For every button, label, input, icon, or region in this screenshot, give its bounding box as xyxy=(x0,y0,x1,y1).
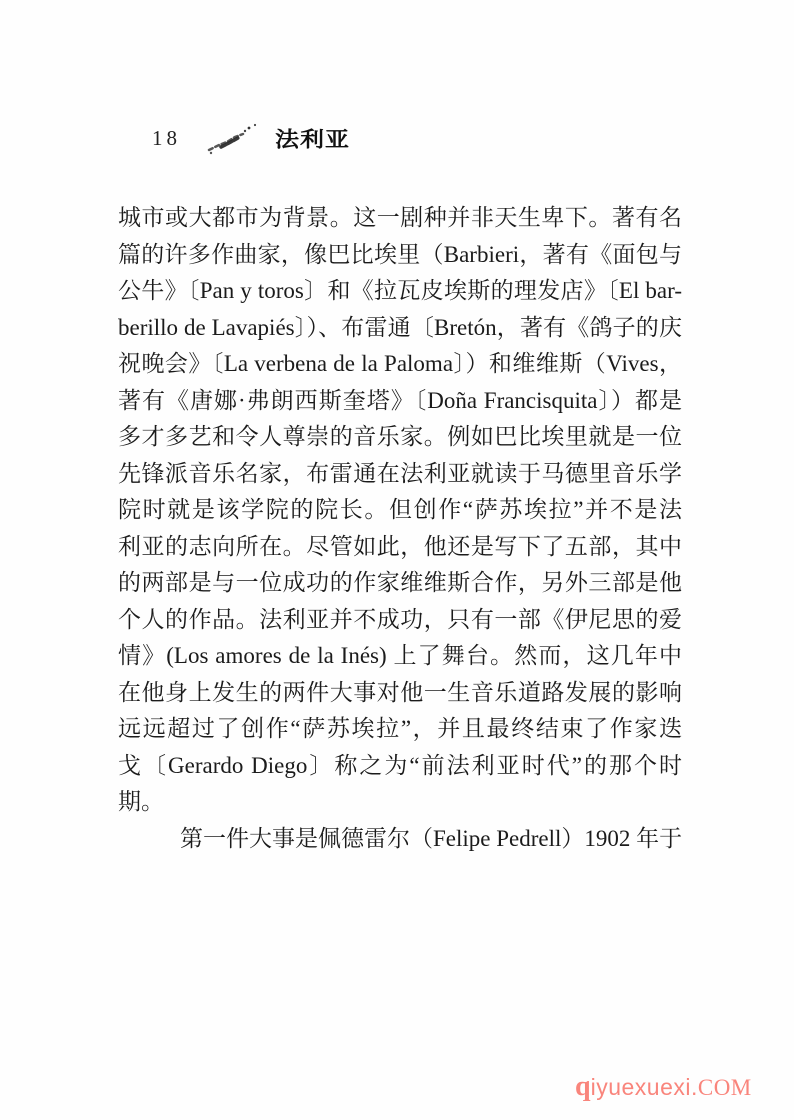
watermark-middle: iyuexuexi. xyxy=(590,1074,698,1100)
body-line: 院时就是该学院的院长。但创作“萨苏埃拉”并不是法 xyxy=(118,497,682,522)
body-line: 篇的许多作曲家，像巴比埃里（Barbieri，著有《面包与 xyxy=(118,241,682,267)
body-line: 情》(Los amores de la Inés) 上了舞台。然而，这几年中 xyxy=(118,643,682,668)
body-line: 的两部是与一位成功的作家维维斯合作，另外三部是他 xyxy=(118,570,682,595)
body-line: 先锋派音乐名家，布雷通在法利亚就读于马德里音乐学 xyxy=(118,460,682,486)
body-line: 著有《唐娜·弗朗西斯奎塔》〔Doña Francisquita〕）都是 xyxy=(118,387,682,413)
body-line: 戈〔Gerardo Diego〕称之为“前法利亚时代”的那个时 xyxy=(118,752,682,778)
watermark xyxy=(575,1071,752,1102)
body-line: 城市或大都市为背景。这一剧种并非天生卑下。著有名 xyxy=(118,205,682,230)
body-line: 多才多艺和令人尊崇的音乐家。例如巴比埃里就是一位 xyxy=(118,424,682,449)
body-line: 期。 xyxy=(118,789,164,814)
body-line: 个人的作品。法利亚并不成功，只有一部《伊尼思的爱 xyxy=(118,606,682,632)
watermark-suffix: COM xyxy=(697,1075,752,1100)
running-header-title: 法利亚 xyxy=(275,129,350,152)
body-line: 远远超过了创作“萨苏埃拉”，并且最终结束了作家迭 xyxy=(118,716,682,741)
body-line: 公牛》〔Pan y toros〕和《拉瓦皮埃斯的理发店》〔El bar- xyxy=(118,278,682,303)
body-line: berillo de Lavapiés〕）、布雷通〔Bretón，著有《鸽子的庆 xyxy=(118,314,682,340)
body-line: 在他身上发生的两件大事对他一生音乐道路发展的影响 xyxy=(118,679,682,705)
body-line: 第一件大事是佩德雷尔（Felipe Pedrell）1902 年于 xyxy=(180,825,683,851)
watermark-initial: q xyxy=(575,1071,591,1102)
page-number: 18 xyxy=(152,126,181,150)
body-line: 利亚的志向所在。尽管如此，他还是写下了五部，其中 xyxy=(118,533,682,559)
running-header xyxy=(0,118,794,158)
body-line: 祝晚会》〔La verbena de la Paloma〕）和维维斯（Vives， xyxy=(118,351,682,376)
body-text-block xyxy=(118,200,682,857)
ink-smudge-mark xyxy=(205,118,267,156)
